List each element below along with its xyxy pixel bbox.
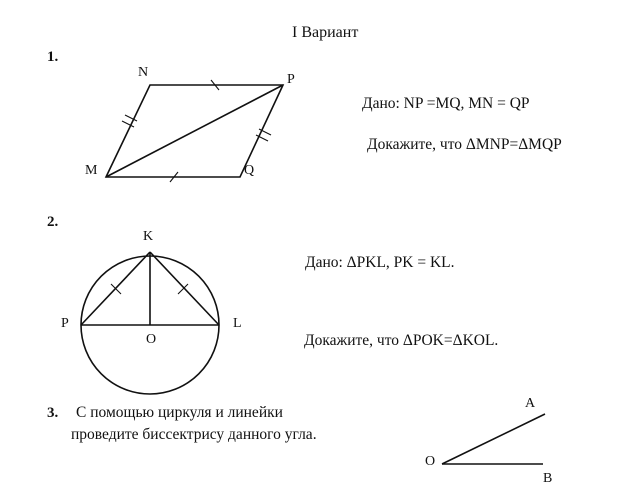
task-2-number: 2. bbox=[47, 214, 59, 230]
task-1-number: 1. bbox=[47, 49, 59, 65]
vertex-label-q: Q bbox=[244, 163, 255, 178]
ray-oa bbox=[442, 414, 545, 464]
task-3-number: 3. bbox=[47, 405, 59, 421]
vertex-label-o: O bbox=[146, 332, 157, 347]
task-2-prove: Докажите, что ΔPOK=ΔKOL. bbox=[304, 332, 499, 349]
task-2-given: Дано: ΔPKL, PK = KL. bbox=[305, 254, 455, 271]
task-1-given: Дано: NP =MQ, MN = QP bbox=[362, 95, 530, 112]
vertex-label-p2: P bbox=[61, 316, 69, 331]
vertex-label-p: P bbox=[287, 72, 295, 87]
variant-title: I Вариант bbox=[292, 24, 359, 41]
vertex-label-b: B bbox=[543, 471, 553, 486]
task-1-prove: Докажите, что ΔMNP=ΔMQP bbox=[367, 136, 562, 153]
vertex-label-o3: O bbox=[425, 454, 436, 469]
vertex-label-k: K bbox=[143, 229, 154, 244]
vertex-label-l: L bbox=[233, 316, 242, 331]
vertex-label-m: M bbox=[85, 163, 98, 178]
vertex-label-n: N bbox=[138, 65, 149, 80]
task-3-text-line-1: С помощью циркуля и линейки bbox=[76, 404, 283, 421]
vertex-label-a: A bbox=[525, 396, 536, 411]
task-3-text-line-2: проведите биссектрису данного угла. bbox=[71, 426, 317, 443]
